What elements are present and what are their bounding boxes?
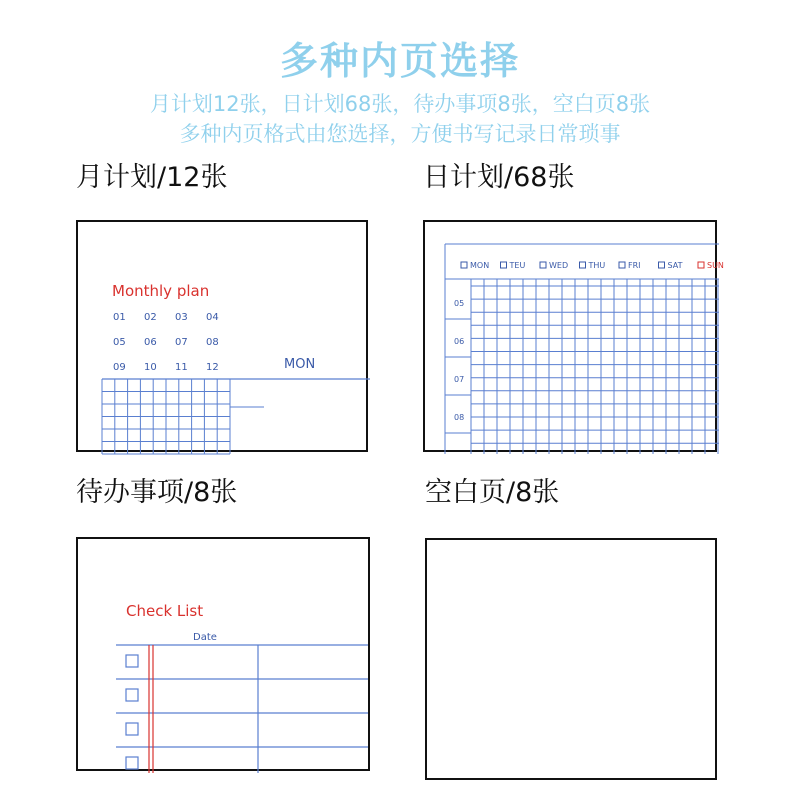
hour-label: 06 (454, 337, 465, 346)
daily-plan-panel (423, 220, 724, 452)
date-label: Date (193, 632, 217, 643)
day-checkbox (580, 262, 586, 268)
todo-list-page (78, 539, 372, 773)
daily-plan-label: 日计划/68张 (423, 162, 575, 193)
month-number: 12 (206, 362, 219, 373)
day-checkbox (540, 262, 546, 268)
month-number: 09 (113, 362, 126, 373)
day-checkbox (659, 262, 665, 268)
day-label: SUN (707, 261, 724, 270)
day-label: WED (549, 261, 569, 270)
hour-label: 05 (454, 299, 465, 308)
monthly-plan-page (78, 222, 370, 454)
task-checkbox (126, 655, 138, 667)
month-number: 04 (206, 312, 219, 323)
todo-list-label: 待办事项/8张 (76, 477, 238, 508)
task-checkbox (126, 689, 138, 701)
month-number: 05 (113, 337, 126, 348)
month-number: 01 (113, 312, 126, 323)
month-number: 10 (144, 362, 157, 373)
subtitle-line-2: 多种内页格式由您选择，方便书写记录日常琐事 (179, 122, 621, 146)
monthly-plan-panel (76, 220, 368, 452)
day-label: THU (588, 261, 606, 270)
day-checkbox (501, 262, 507, 268)
day-checkbox (698, 262, 704, 268)
page-title: 多种内页选择 (279, 39, 520, 83)
day-label: TEU (509, 261, 526, 270)
subtitle-line-1: 月计划12张，日计划68张，待办事项8张，空白页8张 (149, 92, 651, 116)
month-number: 02 (144, 312, 157, 323)
day-label: FRI (628, 261, 641, 270)
month-number: 03 (175, 312, 188, 323)
task-checkbox (126, 757, 138, 769)
month-number: 06 (144, 337, 157, 348)
month-number: 08 (206, 337, 219, 348)
blank-page-panel (425, 538, 717, 780)
check-list-heading: Check List (126, 602, 204, 620)
day-checkbox (461, 262, 467, 268)
monthly-day-label: MON (284, 357, 316, 372)
daily-plan-page (425, 222, 724, 454)
day-checkbox (619, 262, 625, 268)
monthly-plan-label: 月计划/12张 (76, 162, 228, 193)
hour-label: 07 (454, 375, 465, 384)
task-checkbox (126, 723, 138, 735)
todo-list-panel (76, 537, 370, 771)
day-label: MON (470, 261, 490, 270)
monthly-plan-heading: Monthly plan (112, 282, 210, 300)
month-number: 11 (175, 362, 188, 373)
day-label: SAT (667, 261, 683, 270)
hour-label: 08 (454, 413, 465, 422)
month-number: 07 (175, 337, 188, 348)
blank-page-label: 空白页/8张 (425, 477, 560, 508)
